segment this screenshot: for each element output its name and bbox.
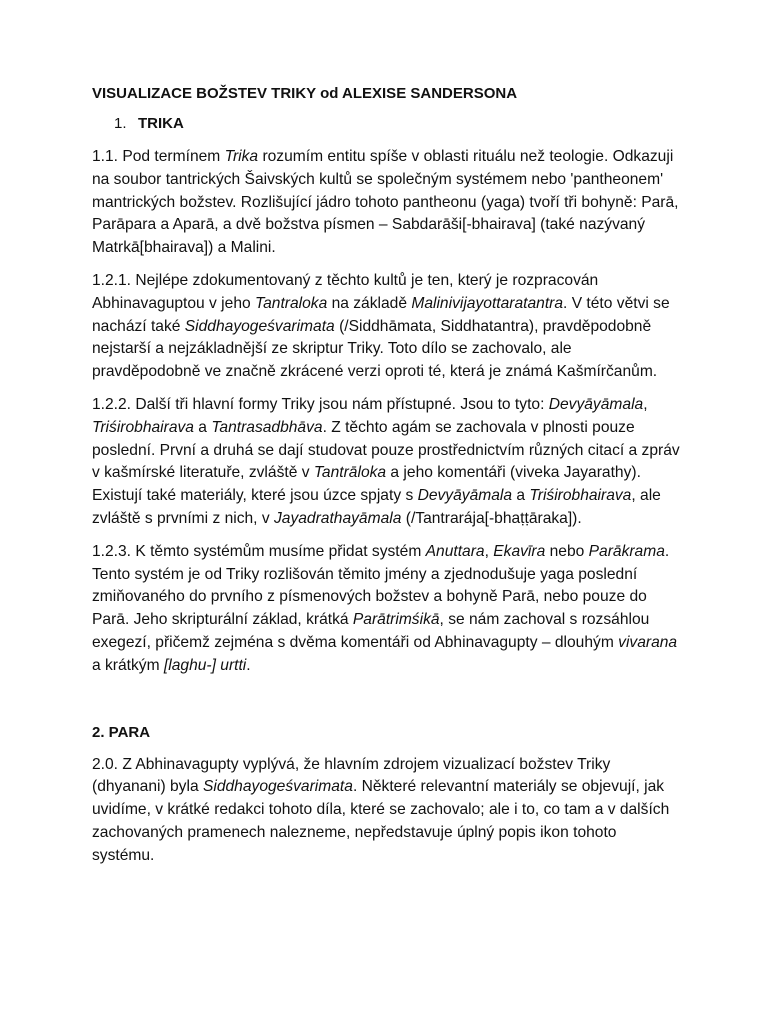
paragraph-1-1: 1.1. Pod termínem Trika rozumím entitu spíše v oblasti rituálu než teologie. Odkazuji na soubor tantrických Šaivských kultů se společným systémem nebo 'pantheonem' mantrických božstev. Rozlišující jádro tohoto pantheonu (yaga) tvoří tři bohyně: Parā, Parāpara a Aparā, a dvě božstva písmen – Sabdarāši[-bhairava] (také nazývaný Matrkā[bhairava]) a Malini. bbox=[92, 148, 679, 257]
section-1-title: TRIKA bbox=[138, 115, 184, 132]
section-2-heading: 2. PARA bbox=[92, 723, 151, 741]
paragraph-1-2-1: 1.2.1. Nejlépe zdokumentovaný z těchto kultů je ten, který je rozpracován Abhinavaguptou v jeho Tantraloka na základě Malinivijayottaratantra. V této větvi se nachází také Siddhayogeśvarimata (/Siddhāmata, Siddhatantra), pravděpodobně nejstarší a nejzákladnější ze skriptur Triky. Toto dílo se zachovalo, ale pravděpodobně ve značně zkrácené verzi oproti té, která je známá Kašmírčanům. bbox=[92, 271, 670, 381]
paragraph-1-2-3: 1.2.3. K těmto systémům musíme přidat systém Anuttara, Ekavīra nebo Parākrama. Tento systém je od Triky rozlišován těmito jmény a zjednodušuje yaga poslední zmiňovaného do prvního z písmenových božstev a bohyně Parā, nebo pouze do Parā. Jeho skripturální základ, krátká Parātrimśikā, se nám zachoval s rozsáhlou exegezí, přičemž zejména s dvěma komentáři od Abhinavagupty – dlouhým vivarana a krátkým [laghu-] urtti. bbox=[92, 542, 678, 674]
paragraph-1-2-2: 1.2.2. Další tři hlavní formy Triky jsou nám přístupné. Jsou to tyto: Devyāyāmala, Triśirobhairava a Tantrasadbhāva. Z těchto agám se zachovala v plnosti pouze poslední. První a druhá se dají studovat pouze prostřednictvím různých citací a zpráv v kašmírské literatuře, zvláště v Tantrāloka a jeho komentáři (viveka Jayarathy). Existují také materiály, které jsou úzce spjaty s Devyāyāmala a Triśirobhairava, ale zvláště s prvními z nich, v Jayadrathayāmala (/Tantrarája[-bhaṭṭāraka]). bbox=[92, 395, 680, 527]
document-title: VISUALIZACE BOŽSTEV TRIKY od ALEXISE SANDERSONA bbox=[92, 85, 518, 102]
paragraph-2-0: 2.0. Z Abhinavagupty vyplývá, že hlavním zdrojem vizualizací božstev Triky (dhyanani) byla Siddhayogeśvarimata. Některé relevantní materiály se objevují, jak uvidíme, v krátké redakci tohoto díla, které se zachovalo; ale i to, co tam a v dalších zachovaných pramenech nalezneme, nepředstavuje úplný popis ikon tohoto systému. bbox=[92, 755, 670, 864]
section-1-number: 1. bbox=[114, 115, 127, 132]
document-page bbox=[92, 84, 682, 878]
section-1-heading bbox=[92, 114, 682, 134]
